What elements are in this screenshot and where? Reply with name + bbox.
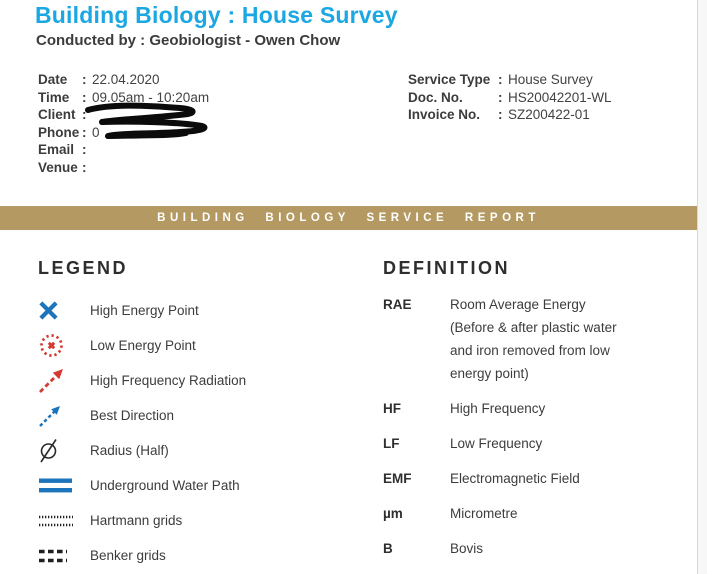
separator: :	[498, 107, 503, 123]
legend-item	[38, 538, 368, 573]
definition-term: HF	[383, 401, 401, 416]
legend-item	[38, 433, 368, 468]
page-subtitle: Conducted by : Geobiologist - Owen Chow	[36, 32, 341, 49]
definition-description: Room Average Energy (Before & after plastic water and iron removed from low energy point)	[450, 297, 617, 381]
radius-half-icon	[38, 437, 90, 464]
separator: :	[82, 142, 87, 158]
page-title: Building Biology : House Survey	[35, 2, 398, 28]
service-type-label: Service Type	[408, 72, 491, 88]
legend-label: High Energy Point	[90, 303, 199, 318]
hartmann-grids-icon	[38, 514, 90, 528]
separator: :	[498, 72, 503, 88]
definition-column	[383, 258, 683, 572]
separator: :	[82, 107, 87, 123]
legend-label: Best Direction	[90, 408, 175, 423]
date-value: 22.04.2020	[92, 72, 160, 88]
definition-item	[383, 537, 683, 560]
legend-label: Underground Water Path	[90, 478, 240, 493]
legend-column	[38, 258, 368, 573]
definition-term: EMF	[383, 471, 412, 486]
definition-description: Bovis	[450, 541, 484, 556]
meta-row-service-type	[408, 71, 612, 89]
meta-row-invoice-no	[408, 106, 612, 124]
definition-item	[383, 397, 683, 420]
legend-item	[38, 363, 368, 398]
legend-label: Benker grids	[90, 548, 166, 563]
underground-water-path-icon	[38, 477, 90, 494]
high-energy-point-icon	[38, 300, 90, 321]
invoice-no-value: SZ200422-01	[508, 107, 590, 123]
doc-no-label: Doc. No.	[408, 89, 463, 105]
meta-row-venue	[38, 159, 209, 177]
legend-item	[38, 468, 368, 503]
legend-item	[38, 503, 368, 538]
definition-item	[383, 293, 683, 385]
low-energy-point-icon	[38, 332, 90, 359]
legend-label: Radius (Half)	[90, 443, 169, 458]
definition-item	[383, 432, 683, 455]
legend-item	[38, 293, 368, 328]
meta-row-date	[38, 71, 209, 89]
legend-label: High Frequency Radiation	[90, 373, 247, 388]
legend-item	[38, 398, 368, 433]
definition-term: µm	[383, 506, 403, 521]
email-label: Email	[38, 142, 75, 158]
section-banner	[0, 206, 697, 230]
definition-description: Micrometre	[450, 506, 518, 521]
legend-label: Hartmann grids	[90, 513, 183, 528]
legend-heading: LEGEND	[38, 258, 129, 278]
time-value: 09.05am - 10:20am	[92, 89, 210, 105]
separator: :	[82, 72, 87, 88]
client-label: Client	[38, 107, 76, 123]
definition-description: Electromagnetic Field	[450, 471, 580, 486]
separator: :	[82, 124, 87, 140]
legend-item	[38, 328, 368, 363]
definition-item	[383, 467, 683, 490]
best-direction-icon	[38, 404, 90, 428]
venue-label: Venue	[38, 159, 78, 175]
high-frequency-radiation-icon	[38, 367, 90, 394]
service-type-value: House Survey	[508, 72, 593, 88]
definition-item	[383, 502, 683, 525]
viewer-scrollbar-gutter[interactable]	[697, 0, 707, 574]
definition-description: High Frequency	[450, 401, 546, 416]
meta-row-doc-no	[408, 89, 612, 107]
redaction-scribble	[80, 100, 220, 146]
separator: :	[498, 89, 503, 105]
definition-description: Low Frequency	[450, 436, 543, 451]
phone-label: Phone	[38, 124, 80, 140]
benker-grids-icon	[38, 548, 90, 564]
section-banner-text: BUILDING BIOLOGY SERVICE REPORT	[157, 212, 540, 224]
date-label: Date	[38, 72, 68, 88]
invoice-no-label: Invoice No.	[408, 107, 481, 123]
definition-term: LF	[383, 436, 400, 451]
legend-label: Low Energy Point	[90, 338, 196, 353]
separator: :	[82, 89, 87, 105]
doc-no-value: HS20042201-WL	[508, 89, 612, 105]
definition-heading: DEFINITION	[383, 258, 510, 278]
meta-right-block	[408, 71, 612, 124]
phone-value: 0	[92, 124, 100, 140]
time-label: Time	[38, 89, 70, 105]
separator: :	[82, 159, 87, 175]
definition-term: RAE	[383, 297, 412, 312]
definition-term: B	[383, 541, 393, 556]
